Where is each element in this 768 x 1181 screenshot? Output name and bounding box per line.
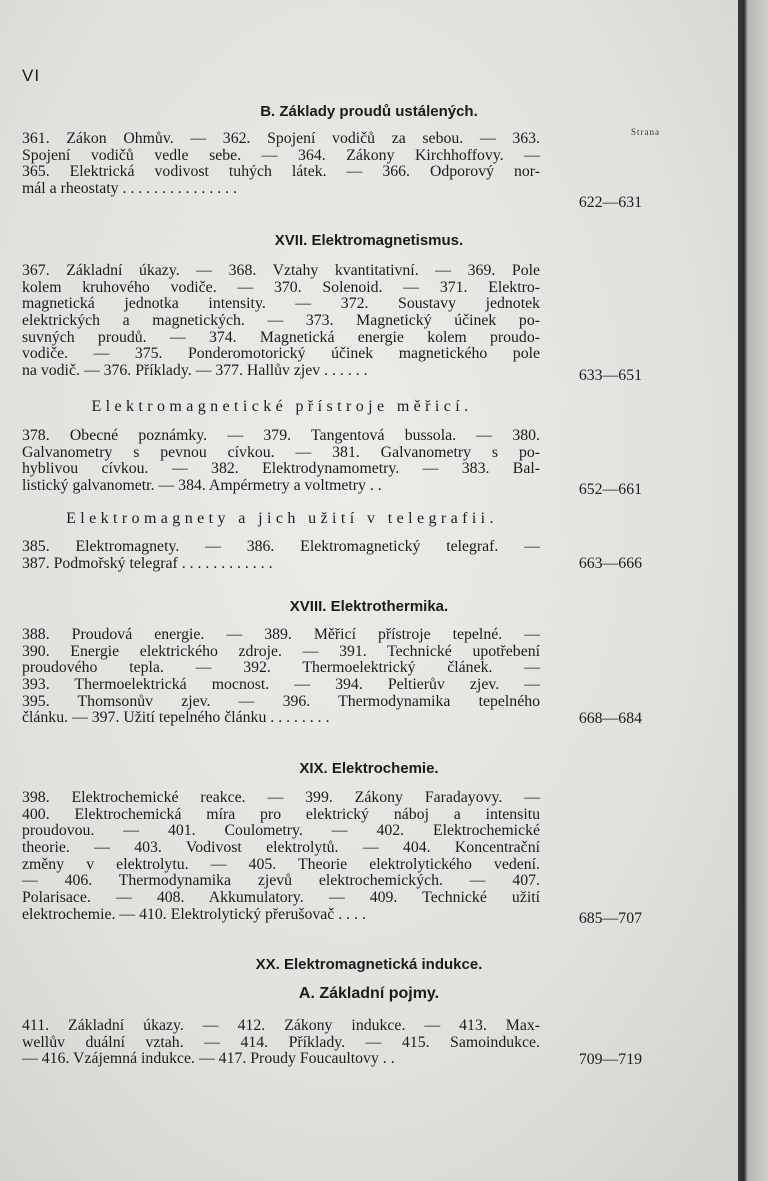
chapter-heading: XVII. Elektromagnetismus. <box>274 232 464 249</box>
chapter-heading: XX. Elektromagnetická indukce. <box>255 956 483 973</box>
page-column-header: Strana <box>631 127 660 137</box>
entry-line: 398. Elektrochemické reakce. — 399. Zákony Faradayovy. — <box>22 789 540 806</box>
page-number: VI <box>22 66 41 85</box>
page-range: 668—684 <box>578 710 642 727</box>
entry-line: změny v elektrolytu. — 405. Theorie elektrolytického vedení. <box>22 855 540 873</box>
entry-line: hyblivou cívkou. — 382. Elektrodynamometry. — 383. Bal- <box>22 460 540 478</box>
entry-line: proudovou. — 401. Coulometry. — 402. Elektrochemické <box>22 822 540 840</box>
entry-line: elektrochemie. — 410. Elektrolytický přerušovač . . . . <box>22 905 366 923</box>
entry-line: 361. Zákon Ohmův. — 362. Spojení vodičů za sebou. — 363. <box>22 130 540 147</box>
book-spine <box>738 0 768 1181</box>
page-range: 633—651 <box>578 367 642 384</box>
entry-line: elektrických a magnetických. — 373. Magnetický účinek po- <box>22 312 540 330</box>
section-heading: A. Základní pojmy. <box>298 985 440 1002</box>
entry-line: 367. Základní úkazy. — 368. Vztahy kvantitativní. — 369. Pole <box>22 262 540 279</box>
entry-line: článku. — 397. Užití tepelného článku . . . . . . . . <box>22 709 330 727</box>
page-range: 709—719 <box>578 1051 642 1068</box>
entry-line: 390. Energie elektrického zdroje. — 391. Technické upotřebení <box>22 642 540 660</box>
page-range: 622—631 <box>578 194 642 211</box>
toc-entry <box>22 428 540 495</box>
toc-entry <box>22 263 540 380</box>
entry-line: — 416. Vzájemná indukce. — 417. Proudy Foucaultovy . . <box>22 1050 395 1068</box>
toc-entry <box>22 539 540 572</box>
entry-line: na vodič. — 376. Příklady. — 377. Hallův zjev . . . . . . <box>22 362 368 380</box>
toc-entry <box>22 131 540 198</box>
entry-line: Polarisace. — 408. Akkumulatory. — 409. Technické užití <box>22 889 540 907</box>
section-heading: B. Základy proudů ustálených. <box>260 103 478 120</box>
entry-line: magnetická jednotka intensity. — 372. Soustavy jednotek <box>22 295 540 313</box>
page-range: 663—666 <box>578 555 642 572</box>
entry-line: wellův duální vztah. — 414. Příklady. — 415. Samoindukce. <box>22 1033 540 1051</box>
entry-line: 393. Thermoelektrická mocnost. — 394. Peltierův zjev. — <box>22 676 540 694</box>
page-range: 652—661 <box>578 481 642 498</box>
entry-line: 395. Thomsonův zjev. — 396. Thermodynamika tepelného <box>22 692 540 710</box>
entry-line: kolem kruhového vodiče. — 370. Solenoid. — 371. Elektro- <box>22 278 540 296</box>
entry-line: vodiče. — 375. Ponderomotorický účinek magnetického pole <box>22 345 540 363</box>
chapter-heading: XVIII. Elektrothermika. <box>289 598 449 615</box>
chapter-heading: XIX. Elektrochemie. <box>299 760 439 777</box>
entry-line: 387. Podmořský telegraf . . . . . . . . . . . . <box>22 554 273 572</box>
subsection-heading: Elektromagnetické přístroje měřicí. <box>91 398 473 415</box>
entry-line: 411. Základní úkazy. — 412. Zákony indukce. — 413. Max- <box>22 1017 540 1034</box>
entry-line: mál a rheostaty . . . . . . . . . . . . . . . <box>22 180 237 198</box>
entry-line: listický galvanometr. — 384. Ampérmetry a voltmetry . . <box>22 477 382 495</box>
toc-entry <box>22 1018 540 1068</box>
entry-line: theorie. — 403. Vodivost elektrolytů. — 404. Koncentrační <box>22 839 540 857</box>
page-range: 685—707 <box>578 910 642 927</box>
entry-line: 388. Proudová energie. — 389. Měřicí přístroje tepelné. — <box>22 626 540 643</box>
entry-line: 378. Obecné poznámky. — 379. Tangentová bussola. — 380. <box>22 427 540 444</box>
toc-entry <box>22 627 540 727</box>
entry-line: 400. Elektrochemická míra pro elektrický náboj a intensitu <box>22 805 540 823</box>
entry-line: suvných proudů. — 374. Magnetická energie kolem proudo- <box>22 328 540 346</box>
entry-line: — 406. Thermodynamika zjevů elektrochemických. — 407. <box>22 872 540 890</box>
entry-line: 365. Elektrická vodivost tuhých látek. — 366. Odporový nor- <box>22 163 540 181</box>
entry-line: Galvanometry s pevnou cívkou. — 381. Galvanometry s po- <box>22 443 540 461</box>
subsection-heading: Elektromagnety a jich užití v telegrafii. <box>66 510 498 527</box>
toc-entry <box>22 790 540 924</box>
entry-line: 385. Elektromagnety. — 386. Elektromagnetický telegraf. — <box>22 538 540 555</box>
entry-line: Spojení vodičů vedle sebe. — 364. Zákony Kirchhoffovy. — <box>22 146 540 164</box>
entry-line: proudového tepla. — 392. Thermoelektrický článek. — <box>22 659 540 677</box>
